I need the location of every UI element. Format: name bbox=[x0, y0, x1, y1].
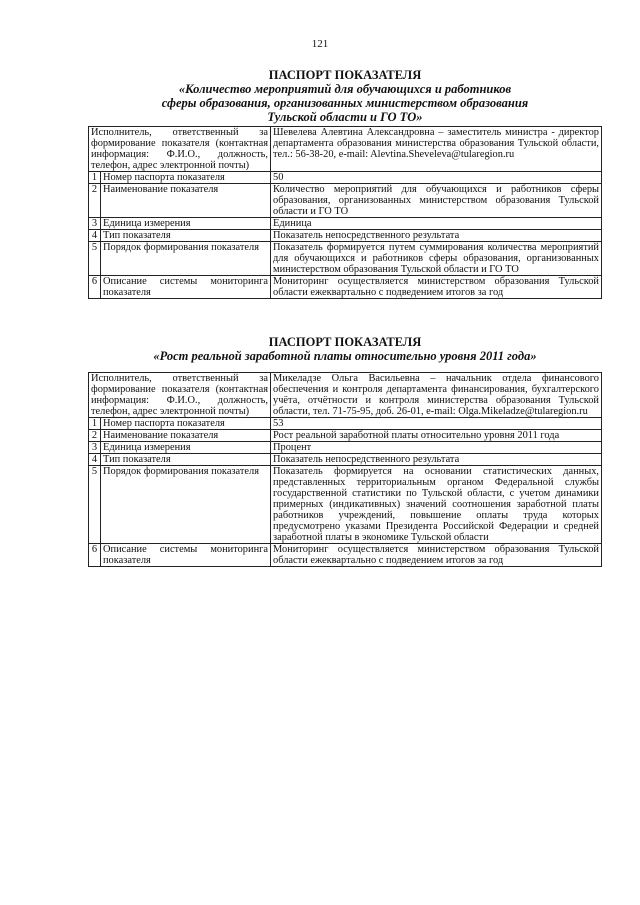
row-label: Порядок формирования показателя bbox=[101, 242, 271, 276]
table-row bbox=[89, 172, 602, 184]
executor-label: Исполнитель, ответственный за формирование показателя (контактная информация: Ф.И.О., должность, телефон, адрес электронной почты) bbox=[89, 127, 271, 172]
row-value: Мониторинг осуществляется министерством образования Тульской области ежеквартально с подведением итогов за год bbox=[271, 276, 602, 299]
table-row bbox=[89, 544, 602, 567]
row-value: 50 bbox=[271, 172, 602, 184]
row-value: Показатель непосредственного результата bbox=[271, 230, 602, 242]
table-row bbox=[89, 276, 602, 299]
row-number: 1 bbox=[89, 418, 101, 430]
executor-value: Шевелева Алевтина Александровна – заместитель министра - директор департамента образования министерства образования Тульской области, тел.: 56-38-20, e-mail: Alevtina.Sheveleva@tularegion.ru bbox=[271, 127, 602, 172]
table-row bbox=[89, 454, 602, 466]
row-number: 6 bbox=[89, 276, 101, 299]
table-row bbox=[89, 466, 602, 544]
table-row bbox=[89, 242, 602, 276]
passport-1-subtitle bbox=[95, 82, 595, 124]
row-label: Наименование показателя bbox=[101, 430, 271, 442]
row-label: Тип показателя bbox=[101, 454, 271, 466]
row-label: Единица измерения bbox=[101, 442, 271, 454]
passport-2-title: ПАСПОРТ ПОКАЗАТЕЛЯ bbox=[268, 335, 422, 349]
table-row bbox=[89, 230, 602, 242]
passport-1-title: ПАСПОРТ ПОКАЗАТЕЛЯ bbox=[268, 68, 422, 82]
row-number: 1 bbox=[89, 172, 101, 184]
table-row bbox=[89, 442, 602, 454]
row-label: Наименование показателя bbox=[101, 184, 271, 218]
passport-1-subtitle-line: сферы образования, организованных министерством образования bbox=[161, 96, 529, 110]
row-value: Мониторинг осуществляется министерством образования Тульской области ежеквартально с подведением итогов за год bbox=[271, 544, 602, 567]
page-number: 121 bbox=[311, 38, 329, 50]
row-number: 3 bbox=[89, 442, 101, 454]
row-label: Описание системы мониторинга показателя bbox=[101, 544, 271, 567]
passport-1-subtitle-line: «Количество мероприятий для обучающихся и работников bbox=[178, 82, 512, 96]
row-label: Тип показателя bbox=[101, 230, 271, 242]
passport-1-table bbox=[88, 126, 602, 299]
row-value: Процент bbox=[271, 442, 602, 454]
passport-2-subtitle-line: «Рост реальной заработной платы относительно уровня 2011 года» bbox=[153, 349, 537, 363]
row-label: Порядок формирования показателя bbox=[101, 466, 271, 544]
row-label: Номер паспорта показателя bbox=[101, 418, 271, 430]
table-row bbox=[89, 218, 602, 230]
row-value: Показатель формируется на основании статистических данных, представленных территориальным органом Федеральной службы государственной статистики по Тульской области, с учетом динамики примерных (индикативных) значений соотношения заработной платы работников учреждений, повышение оплаты труда которых предусмотрено указами Президента Российской Федерации и средней заработной платы в экономике Тульской области bbox=[271, 466, 602, 544]
row-number: 5 bbox=[89, 466, 101, 544]
row-value: Показатель непосредственного результата bbox=[271, 454, 602, 466]
row-number: 5 bbox=[89, 242, 101, 276]
row-label: Номер паспорта показателя bbox=[101, 172, 271, 184]
passport-2-subtitle bbox=[95, 349, 595, 363]
row-value: Показатель формируется путем суммирования количества мероприятий для обучающихся и работников сферы образования, организованных министерством образования Тульской области и ГО ТО bbox=[271, 242, 602, 276]
row-number: 3 bbox=[89, 218, 101, 230]
row-number: 4 bbox=[89, 454, 101, 466]
row-number: 2 bbox=[89, 184, 101, 218]
table-row bbox=[89, 430, 602, 442]
row-number: 6 bbox=[89, 544, 101, 567]
table-row-executor bbox=[89, 373, 602, 418]
row-value: Количество мероприятий для обучающихся и работников сферы образования, организованных министерством образования Тульской области и ГО ТО bbox=[271, 184, 602, 218]
row-number: 2 bbox=[89, 430, 101, 442]
table-row bbox=[89, 184, 602, 218]
row-value: 53 bbox=[271, 418, 602, 430]
executor-value: Микеладзе Ольга Васильевна – начальник отдела финансового обеспечения и контроля департамента финансирования, бухгалтерского учёта, отчётности и контроля министерства образования Тульской области, тел. 71-75-95, доб. 26-01, e-mail: Olga.Mikeladze@tularegion.ru bbox=[271, 373, 602, 418]
row-label: Описание системы мониторинга показателя bbox=[101, 276, 271, 299]
passport-2-table bbox=[88, 372, 602, 567]
table-row-executor bbox=[89, 127, 602, 172]
row-value: Рост реальной заработной платы относительно уровня 2011 года bbox=[271, 430, 602, 442]
table-row bbox=[89, 418, 602, 430]
row-number: 4 bbox=[89, 230, 101, 242]
executor-label: Исполнитель, ответственный за формирование показателя (контактная информация: Ф.И.О., должность, телефон, адрес электронной почты) bbox=[89, 373, 271, 418]
row-value: Единица bbox=[271, 218, 602, 230]
passport-1-subtitle-line: Тульской области и ГО ТО» bbox=[267, 110, 423, 124]
row-label: Единица измерения bbox=[101, 218, 271, 230]
